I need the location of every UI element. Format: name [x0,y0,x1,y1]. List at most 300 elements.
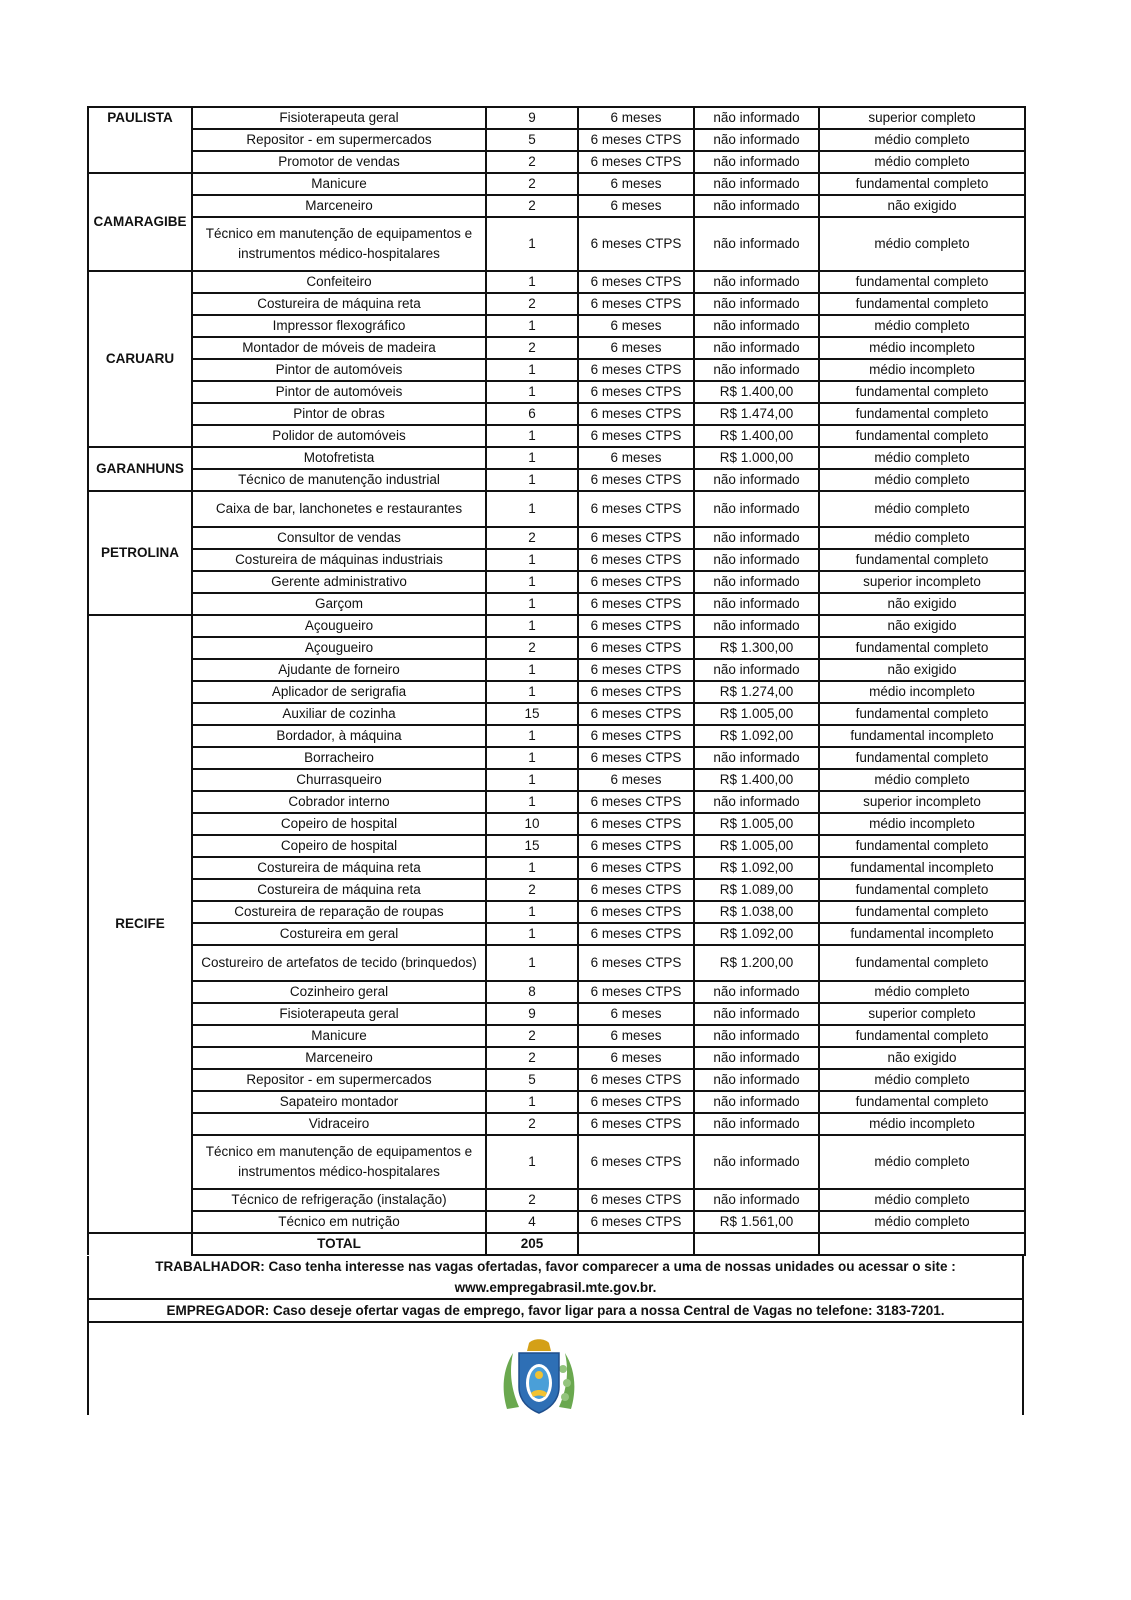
table-row [88,703,1025,725]
occupation-cell: Ajudante de forneiro [192,659,486,681]
education-cell: médio completo [819,1211,1025,1233]
experience-cell: 6 meses [578,107,694,129]
table-row [88,217,1025,271]
vacancies-cell: 15 [486,703,578,725]
salary-cell: não informado [694,129,819,151]
occupation-cell: Auxiliar de cozinha [192,703,486,725]
salary-cell: R$ 1.092,00 [694,857,819,879]
experience-cell: 6 meses CTPS [578,725,694,747]
experience-cell: 6 meses CTPS [578,615,694,637]
coat-of-arms-icon [499,1339,579,1415]
salary-cell: não informado [694,359,819,381]
occupation-cell: Repositor - em supermercados [192,129,486,151]
education-cell: fundamental completo [819,637,1025,659]
education-cell: fundamental completo [819,879,1025,901]
table-row [88,337,1025,359]
experience-cell: 6 meses CTPS [578,945,694,981]
table-row [88,681,1025,703]
table-row [88,271,1025,293]
occupation-cell: Motofretista [192,447,486,469]
table-row [88,981,1025,1003]
education-cell: fundamental completo [819,703,1025,725]
occupation-cell: Técnico de manutenção industrial [192,469,486,491]
vacancies-cell: 2 [486,1025,578,1047]
vacancies-cell: 1 [486,571,578,593]
occupation-cell: Costureira de reparação de roupas [192,901,486,923]
salary-cell: R$ 1.200,00 [694,945,819,981]
education-cell: médio incompleto [819,1113,1025,1135]
experience-cell: 6 meses CTPS [578,549,694,571]
experience-cell: 6 meses CTPS [578,981,694,1003]
salary-cell: não informado [694,107,819,129]
experience-cell: 6 meses [578,1025,694,1047]
occupation-cell: Copeiro de hospital [192,813,486,835]
experience-cell: 6 meses CTPS [578,857,694,879]
education-cell: superior incompleto [819,571,1025,593]
salary-cell: não informado [694,981,819,1003]
education-cell: médio completo [819,469,1025,491]
table-row [88,195,1025,217]
vacancies-cell: 2 [486,1189,578,1211]
city-cell: PAULISTA [88,107,192,173]
experience-cell: 6 meses [578,769,694,791]
empty-cell [819,1233,1025,1255]
salary-cell: não informado [694,293,819,315]
occupation-cell: Fisioterapeuta geral [192,107,486,129]
education-cell: médio completo [819,527,1025,549]
salary-cell: não informado [694,1047,819,1069]
table-row [88,425,1025,447]
education-cell: fundamental incompleto [819,923,1025,945]
vacancies-cell: 15 [486,835,578,857]
occupation-cell: Borracheiro [192,747,486,769]
salary-cell: R$ 1.274,00 [694,681,819,703]
salary-cell: R$ 1.400,00 [694,425,819,447]
education-cell: superior incompleto [819,791,1025,813]
experience-cell: 6 meses [578,173,694,195]
experience-cell: 6 meses CTPS [578,469,694,491]
occupation-cell: Promotor de vendas [192,151,486,173]
experience-cell: 6 meses CTPS [578,835,694,857]
salary-cell: não informado [694,659,819,681]
vacancies-cell: 1 [486,549,578,571]
education-cell: fundamental completo [819,403,1025,425]
vacancies-cell: 1 [486,271,578,293]
vacancies-cell: 10 [486,813,578,835]
salary-cell: não informado [694,315,819,337]
occupation-cell: Técnico de refrigeração (instalação) [192,1189,486,1211]
education-cell: médio completo [819,315,1025,337]
vacancies-cell: 2 [486,527,578,549]
education-cell: fundamental completo [819,747,1025,769]
experience-cell: 6 meses [578,447,694,469]
table-row [88,747,1025,769]
education-cell: médio completo [819,769,1025,791]
education-cell: médio completo [819,151,1025,173]
vacancies-cell: 1 [486,945,578,981]
vacancies-cell: 1 [486,469,578,491]
salary-cell: não informado [694,1189,819,1211]
occupation-cell: Polidor de automóveis [192,425,486,447]
salary-cell: não informado [694,593,819,615]
experience-cell: 6 meses CTPS [578,425,694,447]
worker-notice-link[interactable]: www.empregabrasil.mte.gov.br. [454,1280,657,1295]
table-row [88,315,1025,337]
table-row [88,1047,1025,1069]
education-cell: médio completo [819,129,1025,151]
table-row [88,527,1025,549]
experience-cell: 6 meses CTPS [578,703,694,725]
salary-cell: não informado [694,337,819,359]
worker-notice [87,1256,1024,1300]
city-cell: CARUARU [88,271,192,447]
education-cell: fundamental completo [819,945,1025,981]
occupation-cell: Impressor flexográfico [192,315,486,337]
salary-cell: não informado [694,151,819,173]
occupation-cell: Copeiro de hospital [192,835,486,857]
vacancies-cell: 1 [486,315,578,337]
salary-cell: não informado [694,1113,819,1135]
table-row [88,359,1025,381]
salary-cell: R$ 1.092,00 [694,923,819,945]
vacancies-cell: 1 [486,491,578,527]
experience-cell: 6 meses CTPS [578,151,694,173]
table-row [88,1113,1025,1135]
table-row [88,173,1025,195]
education-cell: fundamental completo [819,549,1025,571]
salary-cell: não informado [694,195,819,217]
education-cell: não exigido [819,615,1025,637]
occupation-cell: Técnico em nutrição [192,1211,486,1233]
table-row [88,447,1025,469]
education-cell: fundamental completo [819,835,1025,857]
occupation-cell: Confeiteiro [192,271,486,293]
occupation-cell: Vidraceiro [192,1113,486,1135]
occupation-cell: Costureira de máquinas industriais [192,549,486,571]
salary-cell: não informado [694,217,819,271]
salary-cell: R$ 1.400,00 [694,769,819,791]
table-row [88,129,1025,151]
occupation-cell: Pintor de automóveis [192,359,486,381]
salary-cell: não informado [694,747,819,769]
salary-cell: não informado [694,791,819,813]
education-cell: fundamental completo [819,293,1025,315]
education-cell: fundamental completo [819,381,1025,403]
empty-cell [578,1233,694,1255]
occupation-cell: Costureira de máquina reta [192,857,486,879]
vacancies-cell: 2 [486,337,578,359]
occupation-cell: Montador de móveis de madeira [192,337,486,359]
occupation-cell: Manicure [192,173,486,195]
education-cell: médio completo [819,1189,1025,1211]
education-cell: médio completo [819,491,1025,527]
salary-cell: não informado [694,1003,819,1025]
vacancies-cell: 8 [486,981,578,1003]
education-cell: médio completo [819,447,1025,469]
vacancies-cell: 2 [486,151,578,173]
table-row [88,571,1025,593]
salary-cell: não informado [694,549,819,571]
experience-cell: 6 meses CTPS [578,681,694,703]
logo-area [87,1323,1024,1415]
experience-cell: 6 meses CTPS [578,637,694,659]
salary-cell: não informado [694,527,819,549]
experience-cell: 6 meses CTPS [578,359,694,381]
table-row [88,1189,1025,1211]
table-row [88,1069,1025,1091]
education-cell: médio incompleto [819,813,1025,835]
experience-cell: 6 meses CTPS [578,1069,694,1091]
salary-cell: não informado [694,1135,819,1189]
vacancies-cell: 1 [486,791,578,813]
table-row [88,615,1025,637]
total-label: TOTAL [192,1233,486,1255]
table-row [88,901,1025,923]
vacancies-cell: 1 [486,1091,578,1113]
experience-cell: 6 meses CTPS [578,571,694,593]
experience-cell: 6 meses CTPS [578,1189,694,1211]
table-row [88,879,1025,901]
vacancies-cell: 1 [486,381,578,403]
education-cell: não exigido [819,659,1025,681]
salary-cell: não informado [694,1091,819,1113]
job-listing-page [87,106,1024,1415]
salary-cell: não informado [694,571,819,593]
occupation-cell: Costureira de máquina reta [192,293,486,315]
employer-notice: EMPREGADOR: Caso deseje ofertar vagas de emprego, favor ligar para a nossa Central de Vagas no telefone: 3183-7201. [87,1300,1024,1323]
table-row [88,659,1025,681]
education-cell: fundamental incompleto [819,725,1025,747]
experience-cell: 6 meses CTPS [578,403,694,425]
experience-cell: 6 meses CTPS [578,659,694,681]
salary-cell: não informado [694,1025,819,1047]
vacancies-cell: 1 [486,901,578,923]
table-row [88,637,1025,659]
salary-cell: R$ 1.005,00 [694,703,819,725]
city-cell: CAMARAGIBE [88,173,192,271]
education-cell: médio completo [819,1135,1025,1189]
vacancies-cell: 1 [486,769,578,791]
education-cell: superior completo [819,107,1025,129]
occupation-cell: Repositor - em supermercados [192,1069,486,1091]
table-row [88,151,1025,173]
vacancies-cell: 2 [486,637,578,659]
experience-cell: 6 meses CTPS [578,1135,694,1189]
salary-cell: R$ 1.300,00 [694,637,819,659]
table-row [88,1211,1025,1233]
salary-cell: não informado [694,271,819,293]
table-row [88,469,1025,491]
education-cell: não exigido [819,593,1025,615]
experience-cell: 6 meses CTPS [578,791,694,813]
vacancies-cell: 1 [486,593,578,615]
table-row [88,923,1025,945]
vacancies-cell: 2 [486,293,578,315]
vacancies-cell: 1 [486,681,578,703]
experience-cell: 6 meses CTPS [578,813,694,835]
experience-cell: 6 meses CTPS [578,901,694,923]
salary-cell: R$ 1.092,00 [694,725,819,747]
table-row [88,945,1025,981]
occupation-cell: Garçom [192,593,486,615]
vacancies-cell: 1 [486,725,578,747]
table-row [88,791,1025,813]
salary-cell: não informado [694,469,819,491]
education-cell: fundamental completo [819,425,1025,447]
table-row [88,835,1025,857]
experience-cell: 6 meses CTPS [578,129,694,151]
total-spacer-cell [88,1233,192,1255]
occupation-cell: Costureira em geral [192,923,486,945]
experience-cell: 6 meses CTPS [578,217,694,271]
education-cell: médio incompleto [819,681,1025,703]
vacancies-cell: 1 [486,923,578,945]
experience-cell: 6 meses [578,315,694,337]
occupation-cell: Cobrador interno [192,791,486,813]
experience-cell: 6 meses [578,1003,694,1025]
occupation-cell: Churrasqueiro [192,769,486,791]
vacancies-cell: 1 [486,659,578,681]
salary-cell: R$ 1.005,00 [694,835,819,857]
city-cell: RECIFE [88,615,192,1233]
vacancies-cell: 1 [486,747,578,769]
vacancies-cell: 2 [486,1047,578,1069]
table-row [88,593,1025,615]
occupation-cell: Técnico em manutenção de equipamentos e instrumentos médico-hospitalares [192,217,486,271]
occupation-cell: Manicure [192,1025,486,1047]
experience-cell: 6 meses CTPS [578,381,694,403]
experience-cell: 6 meses [578,337,694,359]
occupation-cell: Cozinheiro geral [192,981,486,1003]
table-row [88,1091,1025,1113]
occupation-cell: Técnico em manutenção de equipamentos e instrumentos médico-hospitalares [192,1135,486,1189]
city-cell: GARANHUNS [88,447,192,491]
education-cell: fundamental incompleto [819,857,1025,879]
vacancies-cell: 1 [486,359,578,381]
occupation-cell: Marceneiro [192,1047,486,1069]
vacancies-cell: 9 [486,107,578,129]
experience-cell: 6 meses CTPS [578,1091,694,1113]
education-cell: médio incompleto [819,359,1025,381]
occupation-cell: Sapateiro montador [192,1091,486,1113]
occupation-cell: Marceneiro [192,195,486,217]
salary-cell: não informado [694,615,819,637]
occupation-cell: Bordador, à máquina [192,725,486,747]
education-cell: médio completo [819,1069,1025,1091]
vacancies-cell: 2 [486,879,578,901]
salary-cell: não informado [694,491,819,527]
city-cell: PETROLINA [88,491,192,615]
total-row [88,1233,1025,1255]
vacancies-cell: 5 [486,1069,578,1091]
occupation-cell: Gerente administrativo [192,571,486,593]
salary-cell: R$ 1.400,00 [694,381,819,403]
vacancies-cell: 1 [486,1135,578,1189]
education-cell: não exigido [819,1047,1025,1069]
vacancies-cell: 6 [486,403,578,425]
education-cell: superior completo [819,1003,1025,1025]
table-row [88,403,1025,425]
table-row [88,107,1025,129]
occupation-cell: Aplicador de serigrafia [192,681,486,703]
education-cell: médio incompleto [819,337,1025,359]
vacancies-table [87,106,1026,1256]
occupation-cell: Pintor de automóveis [192,381,486,403]
total-value: 205 [486,1233,578,1255]
salary-cell: R$ 1.561,00 [694,1211,819,1233]
salary-cell: R$ 1.474,00 [694,403,819,425]
experience-cell: 6 meses CTPS [578,923,694,945]
salary-cell: R$ 1.089,00 [694,879,819,901]
vacancies-cell: 2 [486,1113,578,1135]
experience-cell: 6 meses CTPS [578,593,694,615]
salary-cell: não informado [694,173,819,195]
salary-cell: R$ 1.000,00 [694,447,819,469]
education-cell: fundamental completo [819,1091,1025,1113]
experience-cell: 6 meses CTPS [578,1113,694,1135]
vacancies-cell: 2 [486,173,578,195]
table-row [88,381,1025,403]
salary-cell: R$ 1.038,00 [694,901,819,923]
table-row [88,1135,1025,1189]
salary-cell: R$ 1.005,00 [694,813,819,835]
experience-cell: 6 meses CTPS [578,879,694,901]
occupation-cell: Pintor de obras [192,403,486,425]
education-cell: fundamental completo [819,1025,1025,1047]
experience-cell: 6 meses CTPS [578,527,694,549]
occupation-cell: Consultor de vendas [192,527,486,549]
table-row [88,549,1025,571]
occupation-cell: Caixa de bar, lanchonetes e restaurantes [192,491,486,527]
table-row [88,857,1025,879]
occupation-cell: Fisioterapeuta geral [192,1003,486,1025]
occupation-cell: Costureira de máquina reta [192,879,486,901]
empty-cell [694,1233,819,1255]
education-cell: médio completo [819,217,1025,271]
experience-cell: 6 meses [578,195,694,217]
occupation-cell: Açougueiro [192,615,486,637]
table-row [88,813,1025,835]
education-cell: fundamental completo [819,173,1025,195]
table-row [88,491,1025,527]
table-row [88,725,1025,747]
education-cell: médio completo [819,981,1025,1003]
occupation-cell: Açougueiro [192,637,486,659]
education-cell: não exigido [819,195,1025,217]
vacancies-cell: 1 [486,857,578,879]
occupation-cell: Costureiro de artefatos de tecido (brinquedos) [192,945,486,981]
vacancies-cell: 1 [486,425,578,447]
table-row [88,1003,1025,1025]
vacancies-cell: 1 [486,217,578,271]
vacancies-cell: 5 [486,129,578,151]
education-cell: fundamental completo [819,271,1025,293]
vacancies-cell: 1 [486,447,578,469]
vacancies-cell: 9 [486,1003,578,1025]
experience-cell: 6 meses [578,1047,694,1069]
salary-cell: não informado [694,1069,819,1091]
table-row [88,293,1025,315]
vacancies-cell: 4 [486,1211,578,1233]
table-row [88,769,1025,791]
vacancies-cell: 1 [486,615,578,637]
experience-cell: 6 meses CTPS [578,491,694,527]
experience-cell: 6 meses CTPS [578,271,694,293]
worker-notice-line1: TRABALHADOR: Caso tenha interesse nas vagas ofertadas, favor comparecer a uma de nossas unidades ou acessar o site : [155,1259,956,1274]
experience-cell: 6 meses CTPS [578,1211,694,1233]
education-cell: fundamental completo [819,901,1025,923]
experience-cell: 6 meses CTPS [578,293,694,315]
